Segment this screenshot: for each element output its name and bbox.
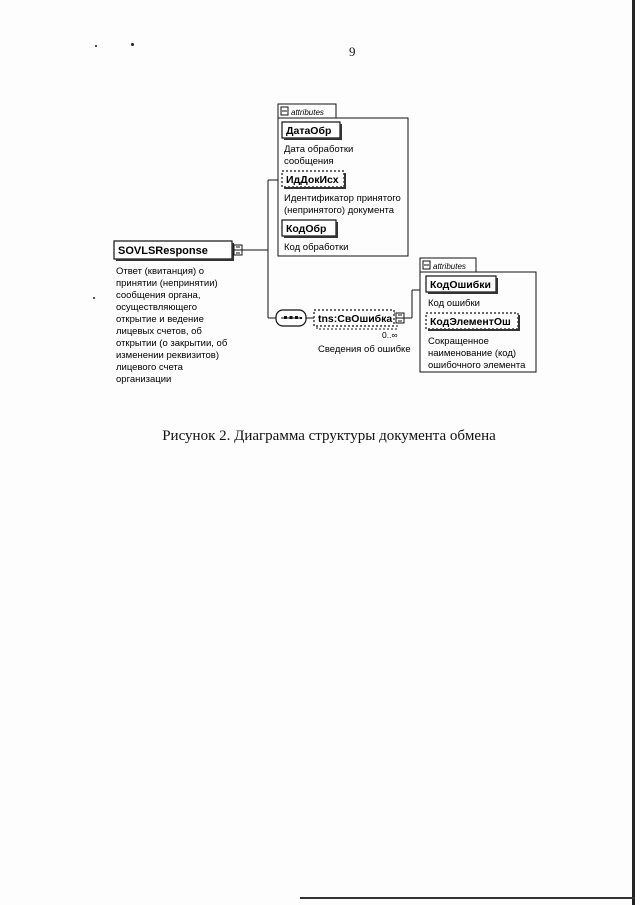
sequence-compositor-icon <box>276 310 306 326</box>
attribute-name: КодОбр <box>286 223 327 235</box>
child-element-name: tns:СвОшибка <box>318 313 393 325</box>
root-element-doc <box>116 266 228 385</box>
root-doc-line: лицевых счетов, об <box>116 326 202 337</box>
attribute-dataobr <box>282 122 353 167</box>
attribute-doc: Код обработки <box>284 242 349 253</box>
attribute-name: ИдДокИсх <box>286 174 339 186</box>
root-element-name: SOVLSResponse <box>118 245 208 257</box>
attribute-doc: (непринятого) документа <box>284 205 395 216</box>
root-doc-line: Ответ (квитанция) о <box>116 266 205 277</box>
attribute-doc: сообщения <box>284 156 334 167</box>
attribute-kodoshibki <box>426 276 498 309</box>
attribute-doc: Код ошибки <box>428 298 480 309</box>
attribute-iddokisx <box>282 171 401 216</box>
cardinality-label: 0..∞ <box>382 330 398 340</box>
figure-caption: Рисунок 2. Диаграмма структуры документа обмена <box>162 428 496 444</box>
attributes-header-label: attributes <box>291 108 324 117</box>
attribute-kodelementosh <box>426 313 526 371</box>
attribute-kodobr <box>282 220 348 253</box>
root-doc-line: принятии (непринятии) <box>116 278 218 289</box>
attributes-header-label: attributes <box>433 262 466 271</box>
page-number: 9 <box>349 44 356 59</box>
root-doc-line: открытие и ведение <box>116 314 204 325</box>
attribute-doc: наименование (код) <box>428 348 517 359</box>
attribute-doc: Идентификатор принятого <box>284 193 401 204</box>
attributes-group-1 <box>278 104 408 256</box>
child-element-doc: Сведения об ошибке <box>318 344 411 355</box>
root-collapse-icon <box>234 245 242 255</box>
root-doc-line: сообщения органа, <box>116 290 201 301</box>
root-doc-line: лицевого счета <box>116 362 183 373</box>
root-doc-line: изменении реквизитов) <box>116 350 219 361</box>
attribute-doc: Дата обработки <box>284 144 354 155</box>
root-doc-line: осуществляющего <box>116 302 198 313</box>
child-collapse-icon <box>396 313 404 323</box>
attribute-doc: ошибочного элемента <box>428 360 526 371</box>
attribute-name: КодОшибки <box>430 279 491 291</box>
root-doc-line: организации <box>116 374 172 385</box>
attributes-group-2 <box>420 258 536 372</box>
attribute-name: КодЭлементОш <box>430 316 511 328</box>
root-doc-line: открытии (о закрытии, об <box>116 338 228 349</box>
root-element <box>114 241 242 385</box>
attribute-doc: Сокращенное <box>428 336 489 347</box>
collapse-icon <box>423 261 430 269</box>
attribute-name: ДатаОбр <box>286 125 332 137</box>
child-element-svoshibka <box>314 310 411 355</box>
collapse-icon <box>281 107 288 115</box>
